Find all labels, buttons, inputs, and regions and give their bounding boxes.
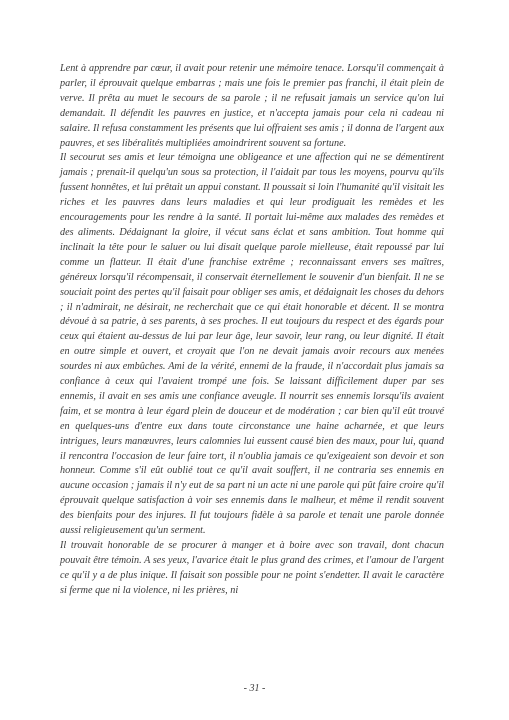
- paragraph: Lent à apprendre par cœur, il avait pour retenir une mémoire tenace. Lorsqu'il commençait à parler, il éprouvait quelque embarras ; mais une fois le premier pas franchi, il était plein de verve. Il prêta au muet le secours de sa parole ; il ne refusait jamais un service qu'on lui demandait. Il défendit les pauvres en justice, et n'accepta jamais pour cela ni cadeau ni salaire. Il refusa constamment les présents que lui offraient ses amis ; il donna de l'argent aux pauvres, et ses libéralités multipliées amoindrirent souvent sa fortune.: [60, 63, 444, 149]
- page-number: - 31 -: [243, 683, 266, 694]
- body-text: [60, 62, 444, 599]
- paragraph: Il trouvait honorable de se procurer à manger et à boire avec son travail, dont chacun pouvait être témoin. A ses yeux, l'avarice était le plus grand des crimes, et l'amour de l'argent ce qu'il y a de plus inique. Il faisait son possible pour ne point s'endetter. Il avait le caractère si ferme que ni la violence, ni les prières, ni: [60, 540, 444, 596]
- paragraph: Il secourut ses amis et leur témoigna une obligeance et une affection qui ne se démentirent jamais ; prenait-il quelqu'un sous sa protection, il l'aidait par tous les moyens, pourvu qu'ils fussent honnêtes, et lui prêtait un appui constant. Il poussait si loin l'humanité qu'il visitait les riches et les pauvres dans leurs maladies et qui leur prodiguait les remèdes et les encouragements pour les rendre à la santé. Il portait lui-même aux malades des remèdes et des aliments. Dédaignant la gloire, il vécut sans éclat et sans ambition. Tout homme qui inclinait la tête pour le saluer ou lui disait quelque parole mielleuse, était repoussé par lui comme un flatteur. Il était d'une franchise extrême ; reconnaissant envers ses maîtres, généreux lorsqu'il récompensait, il conservait éternellement le souvenir d'un bienfait. Il ne se souciait point des pertes qu'il faisait pour obliger ses amis, et dédaignait les choses du dehors ; il n'admirait, ne désirait, ne recherchait que ce qui était honorable et décent. Il se montra dévoué à sa patrie, à ses parents, à ses proches. Il eut toujours du respect et des égards pour ceux qui étaient au-dessus de lui par leur âge, leur savoir, leur rang, ou leur dignité. Il était en outre simple et ouvert, et croyait que l'on ne devait jamais avoir recours aux menées sourdes ni aux embûches. Ami de la vérité, ennemi de la fraude, il n'accordait plus jamais sa confiance à ceux qui l'avaient trompé une fois. Se laissant difficilement duper par ses ennemis, il avait en ses amis une confiance aveugle. Il nourrit ses ennemis lorsqu'ils avaient faim, et se montra à leur égard plein de douceur et de modération ; car bien qu'il eût trouvé en quelques-uns d'entre eux dans toute circonstance une haine acharnée, et que leurs intrigues, leurs manœuvres, leurs calomnies lui eussent causé bien des maux, pour lui, quand il rencontra l'occasion de leur faire tort, il n'oublia jamais ce qu'exigeaient son devoir et son honneur. Comme s'il eût oublié tout ce qu'il avait souffert, il ne contraria ses ennemis en aucune occasion ; jamais il n'y eut de sa part ni un acte ni une parole qui pût faire croire qu'il éprouvait quelque satisfaction à voir ses ennemis dans le malheur, et même il rendit souvent des bienfaits pour des injures. Il fut toujours fidèle à sa parole et tenait une parole donnée aussi religieusement qu'un serment.: [60, 152, 444, 537]
